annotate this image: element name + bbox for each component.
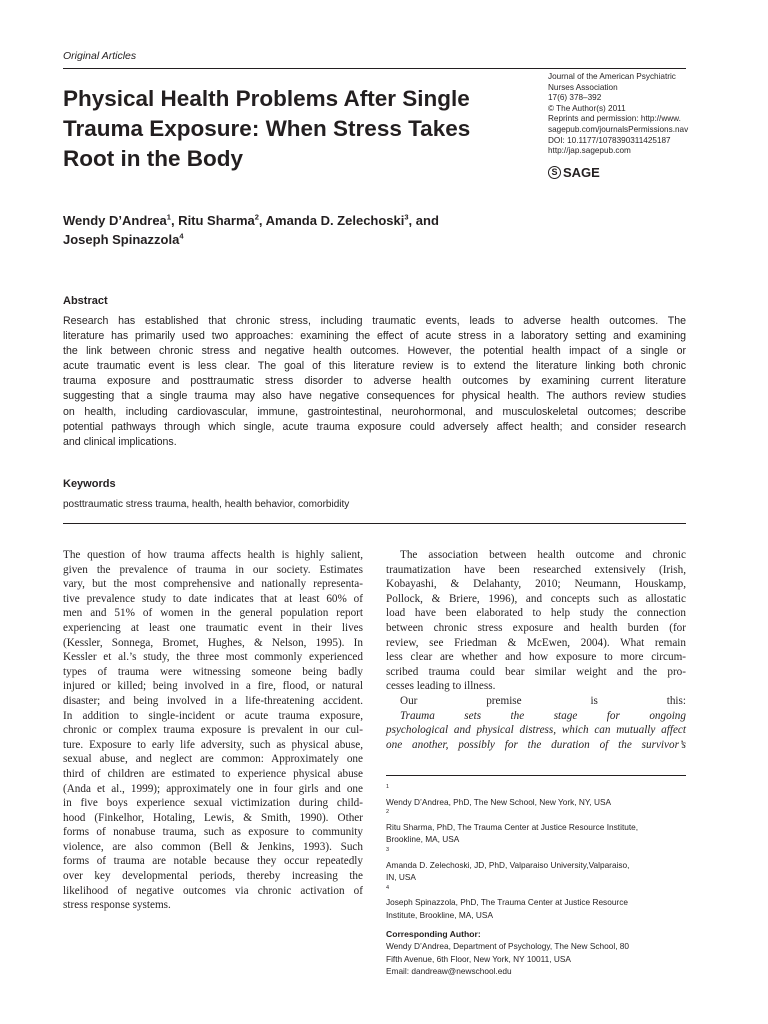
body-line: chronic or complex trauma exposure is prevalent in our cul- (63, 724, 363, 737)
affiliation-mark: 3 (404, 212, 409, 222)
body-line: in five boys experience sexual victimization during child- (63, 797, 363, 810)
abstract-line: potential pathways through which single, acute trauma exposure could adversely affect health; and consider research (63, 420, 686, 433)
body-line: cesses leading to illness. (386, 680, 496, 693)
footnote-line: Brookline, MA, USA (386, 834, 460, 845)
footnote-line: IN, USA (386, 872, 416, 883)
journal-line: Reprints and permission: http://www. (548, 114, 681, 124)
abstract-heading: Abstract (63, 295, 108, 307)
body-line: Kessler et al.’s study, the three most commonly experienced (63, 651, 363, 664)
body-line: The question of how trauma affects health is highly salient, (63, 549, 363, 561)
body-line: less clear are whether and how exposure to more circum- (386, 651, 686, 664)
footnote-text: Amanda D. Zelechoski, JD, PhD, Valparaiso University,Valparaiso, (386, 859, 630, 870)
body-line: given the prevalence of trauma in our society. Estimates (63, 563, 363, 576)
correspondence-line: Wendy D’Andrea, Department of Psychology, The New School, 80 (386, 941, 630, 952)
footnote-mark: 2 (386, 809, 390, 816)
body-line: tive prevalence study to date indicates that at least 60% of (63, 592, 363, 605)
footnote-line (386, 846, 696, 871)
footnote-line (386, 884, 696, 909)
footnote-text: Wendy D’Andrea, PhD, The New School, New York, NY, USA (386, 796, 612, 807)
journal-line: http://jap.sagepub.com (548, 146, 631, 156)
affiliation-mark: 4 (179, 231, 184, 241)
title-line: Physical Health Problems After Single (63, 86, 470, 111)
footnote-line: Institute, Brookline, MA, USA (386, 909, 493, 920)
journal-line: © The Author(s) 2011 (548, 103, 626, 113)
body-line: injured or killed; being involved in a fire, flood, or natural (63, 680, 363, 693)
abstract-line: suggesting that a single trauma may also have negative consequences for physical health. The authors review studies (63, 390, 686, 403)
body-line: Kobayashi, & Delahanty, 2010; Neumann, Houskamp, (386, 578, 686, 591)
author-name: Joseph Spinazzola (63, 232, 180, 247)
author-name: , and (408, 213, 439, 228)
correspondence-email: Email: dandreaw@newschool.edu (386, 966, 512, 977)
author-list (63, 211, 583, 249)
abstract-line: Research has established that chronic stress, including traumatic events, leads to adverse health outcomes. The (63, 315, 686, 327)
abstract-text (63, 314, 686, 450)
affiliation-mark: 1 (166, 212, 171, 222)
journal-line: Nurses Association (548, 82, 618, 92)
premise-line (386, 723, 686, 738)
body-line: likelihood of negative outcomes via chronic activation of (63, 884, 363, 897)
footnote-line (386, 783, 696, 808)
author-name: Wendy D’Andrea (63, 213, 167, 228)
journal-line: Journal of the American Psychiatric (548, 72, 676, 81)
body-line: review, see Friedman & McEwen, 2004). What remain (386, 636, 686, 649)
premise-line (386, 694, 686, 723)
body-line: between chronic stress exposure and health burden (for (386, 621, 686, 634)
footnote-text: Ritu Sharma, PhD, The Trauma Center at Justice Resource Institute, (386, 821, 639, 832)
body-line: violence, are also common (Bell & Jenkins, 1993). Such (63, 840, 363, 853)
keywords-text: posttraumatic stress trauma, health, health behavior, comorbidity (63, 499, 350, 510)
body-line: scribed trauma could bear similar weight and the pro- (386, 665, 686, 678)
body-line: forms of trauma are notable because they occur repeatedly (63, 855, 363, 868)
body-line: (Kessler, Sonnega, Bromet, Hughes, & Nelson, 1995). In (63, 636, 363, 649)
footnote-text: Joseph Spinazzola, PhD, The Trauma Center at Justice Resource (386, 897, 628, 908)
correspondence-line: Fifth Avenue, 6th Floor, New York, NY 10011, USA (386, 953, 571, 964)
sage-logo-icon: S (548, 166, 561, 179)
body-line: disaster; and being involved in a life-threatening accident. (63, 694, 363, 707)
title-line: Root in the Body (63, 146, 243, 171)
body-line: In addition to single-incident or acute trauma exposure, (63, 709, 363, 722)
footnotes (386, 783, 696, 978)
body-line: stress response systems. (63, 899, 171, 912)
author-line (63, 211, 583, 230)
body-line: men and 51% of women in the general population report (63, 607, 363, 620)
corresponding-author-heading: Corresponding Author: (386, 928, 481, 939)
footnote-rule (386, 775, 686, 776)
footnote-mark: 1 (386, 784, 390, 791)
body-line: third of children are estimated to experience physical abuse (63, 767, 363, 780)
author-line (63, 230, 583, 249)
abstract-line: and clinical implications. (63, 435, 177, 448)
article-title (63, 84, 533, 174)
body-line: ture. Exposure to early life adversity, such as physical abuse, (63, 738, 363, 751)
abstract-line: trauma exposure and posttraumatic stress disorder to adverse health outcomes by examining current literature (63, 375, 686, 388)
section-rule (63, 523, 686, 524)
abstract-line: literature has primarily used two approaches: examining the effect of acute stress in a laboratory setting and examining (63, 330, 686, 343)
footnote-mark: 4 (386, 884, 390, 891)
author-name: , Amanda D. Zelechoski (258, 213, 405, 228)
body-line: types of trauma were witnessing someone being badly (63, 665, 363, 678)
title-line: Trauma Exposure: When Stress Takes (63, 116, 471, 141)
body-line: traumatization have been researched extensively (Irish, (386, 563, 686, 576)
journal-line: 17(6) 378–392 (548, 93, 602, 103)
journal-info (548, 72, 708, 157)
body-line: The association between health outcome and chronic (400, 549, 686, 561)
body-line: experiencing at least one traumatic event in their lives (63, 621, 363, 634)
keywords-heading: Keywords (63, 478, 116, 490)
premise-italic: one another, possibly for the duration of the survivor’s (386, 738, 686, 751)
footnote-mark: 3 (386, 847, 390, 854)
body-line: forms of nonabuse trauma, such as exposure to community (63, 826, 363, 839)
premise-italic: psychological and physical distress, which can mutually affect (386, 724, 686, 737)
publisher-logo (548, 164, 600, 180)
journal-line: DOI: 10.1177/1078390311425187 (548, 135, 671, 145)
abstract-line: the link between chronic stress and negative health outcomes. However, the potential health impact of a single or (63, 345, 686, 358)
body-column-left (63, 548, 363, 913)
body-line: over key developmental periods, thereby increasing the (63, 870, 363, 883)
body-line: vary, but the most comprehensive and nationally representa- (63, 578, 363, 591)
premise-italic: Trauma sets the stage for ongoing (400, 709, 686, 722)
publisher-name: SAGE (563, 164, 600, 180)
body-line: (Anda et al., 1999); approximately one in four girls and one (63, 782, 363, 795)
body-column-right (386, 548, 686, 752)
premise-line (386, 738, 686, 753)
header-rule (63, 68, 686, 69)
body-line: load have been elaborated to help study the connection (386, 607, 686, 620)
affiliation-mark: 2 (254, 212, 259, 222)
abstract-line: acute traumatic event is less clear. The goal of this literature review is to extend the literature linking both chronic (63, 360, 686, 373)
body-line: hood (Finkelhor, Hotaling, Lewis, & Smith, 1990). Other (63, 811, 363, 824)
abstract-line: on health, including cardiovascular, immune, gastrointestinal, neurohormonal, and musculoskeletal outcomes; describe (63, 405, 686, 418)
author-name: , Ritu Sharma (170, 213, 255, 228)
footnote-line (386, 808, 696, 833)
journal-line: sagepub.com/journalsPermissions.nav (548, 124, 689, 134)
premise-lead: Our premise is this: (400, 694, 686, 707)
body-line: sexual abuse, and neglect are common: Approximately one (63, 753, 363, 766)
section-label: Original Articles (63, 50, 137, 62)
body-line: Pollock, & Briere, 1996), and concepts such as allostatic (386, 592, 686, 605)
